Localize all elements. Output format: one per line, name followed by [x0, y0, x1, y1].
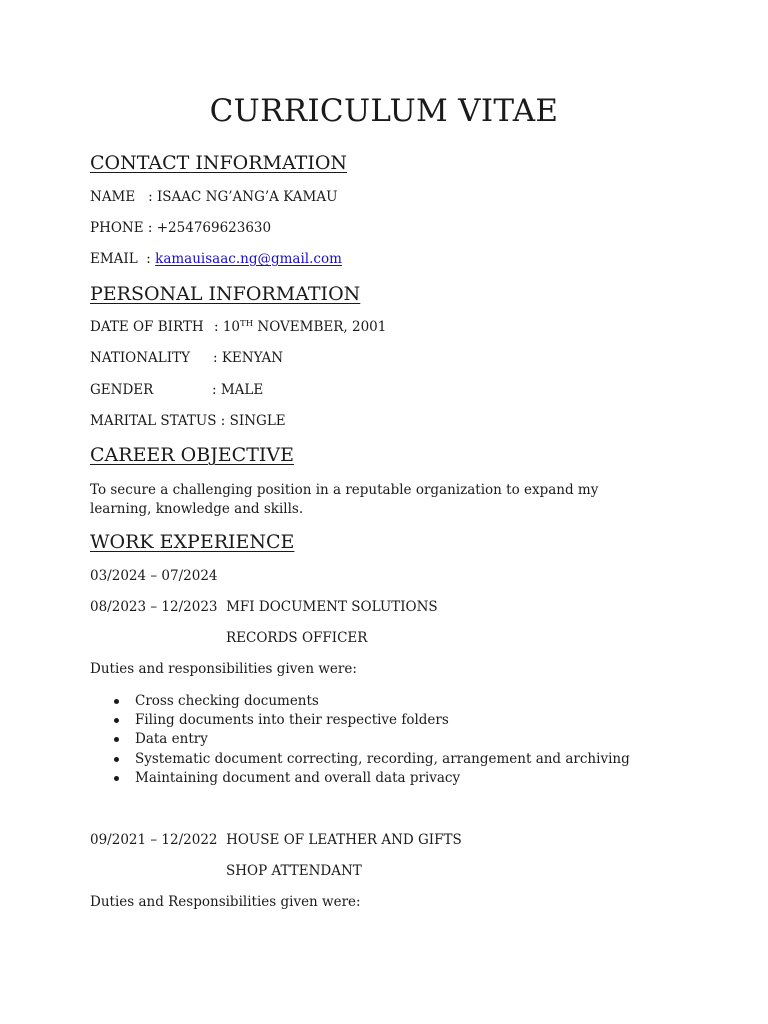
gender-colon: : — [212, 382, 221, 398]
job2-gap — [218, 599, 227, 615]
duty-text: Data entry — [135, 731, 208, 748]
name-label: NAME : — [90, 189, 157, 205]
job3-gap — [218, 832, 227, 848]
job3-duties-intro: Duties and Responsibilities given were: — [90, 894, 361, 910]
job2-dates: 08/2023 – 12/2023 — [90, 599, 218, 615]
dob-colon: : — [214, 319, 223, 335]
email-row — [90, 251, 342, 267]
nationality-row — [90, 350, 283, 366]
job3-role: SHOP ATTENDANT — [226, 863, 362, 879]
contact-heading: CONTACT INFORMATION — [90, 152, 348, 174]
duty-text: Filing documents into their respective folders — [135, 712, 449, 729]
bullet-icon — [114, 757, 119, 762]
name-value: ISAAC NG’ANG’A KAMAU — [156, 189, 338, 205]
duty-text: Maintaining document and overall data privacy — [135, 769, 461, 786]
objective-text: To secure a challenging position in a reputable organization to expand my learning, knowledge and skills. — [90, 482, 599, 517]
email-label: EMAIL : — [90, 251, 156, 267]
bullet-icon — [114, 776, 119, 781]
job2-header — [90, 599, 438, 615]
duty-text: Cross checking documents — [135, 693, 319, 709]
job2-role: RECORDS OFFICER — [226, 630, 368, 646]
dob-day: 10 — [222, 319, 241, 335]
list-item — [90, 711, 630, 730]
document-title: CURRICULUM VITAE — [209, 93, 559, 129]
name-row — [90, 189, 337, 205]
marital-value: SINGLE — [229, 413, 286, 429]
work-heading: WORK EXPERIENCE — [90, 531, 295, 553]
job2-duties-list — [90, 692, 630, 788]
job3-dates: 09/2021 – 12/2022 — [90, 832, 218, 848]
list-item — [90, 769, 630, 788]
bullet-icon — [114, 718, 119, 723]
personal-heading: PERSONAL INFORMATION — [90, 283, 361, 305]
email-link[interactable]: kamauisaac.ng@gmail.com — [155, 251, 342, 267]
nationality-value: KENYAN — [221, 350, 284, 366]
phone-value: +254769623630 — [156, 220, 272, 236]
phone-label: PHONE : — [90, 220, 157, 236]
phone-row — [90, 220, 271, 236]
gender-row — [90, 382, 263, 398]
duty-text: Systematic document correcting, recording, arrangement and archiving — [135, 750, 630, 767]
dob-rest: NOVEMBER, 2001 — [253, 319, 387, 335]
gender-label: GENDER — [90, 382, 154, 398]
bullet-icon — [114, 737, 119, 742]
dob-label: DATE OF BIRTH — [90, 319, 204, 335]
job2-company: MFI DOCUMENT SOLUTIONS — [226, 599, 438, 615]
job3-company: HOUSE OF LEATHER AND GIFTS — [226, 832, 462, 848]
nationality-label: NATIONALITY — [90, 350, 191, 366]
list-item — [90, 750, 630, 769]
marital-label: MARITAL STATUS : — [90, 413, 230, 429]
marital-row — [90, 413, 286, 429]
gender-value: MALE — [220, 382, 264, 398]
nationality-colon: : — [213, 350, 222, 366]
bullet-icon — [114, 699, 119, 704]
dob-suffix: TH — [240, 319, 254, 329]
objective-heading: CAREER OBJECTIVE — [90, 444, 294, 466]
job2-duties-intro: Duties and responsibilities given were: — [90, 661, 357, 677]
list-item — [90, 692, 630, 711]
job1-dates: 03/2024 – 07/2024 — [90, 568, 218, 584]
job3-header — [90, 832, 462, 848]
dob-row — [90, 319, 386, 335]
list-item — [90, 730, 630, 749]
